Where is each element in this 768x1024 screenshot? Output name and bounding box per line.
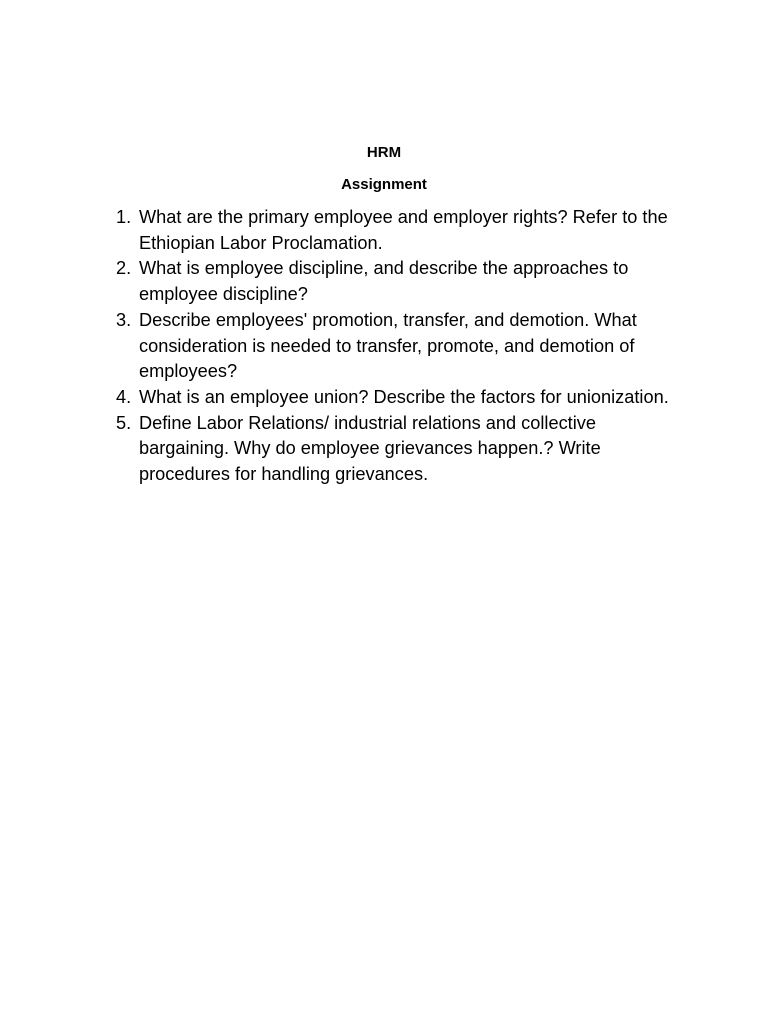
document-subtitle: Assignment [341, 176, 427, 193]
question-item [116, 205, 679, 256]
question-item [116, 385, 679, 411]
question-text: Describe employees' promotion, transfer, and demotion. What consideration is needed to transfer, promote, and demotion of employees? [139, 309, 637, 382]
question-number: 3. [116, 309, 132, 330]
question-text: Define Labor Relations/ industrial relations and collective bargaining. Why do employee grievances happen.? Write procedures for handling grievances. [139, 412, 601, 485]
document-title: HRM [366, 144, 402, 161]
question-number: 4. [116, 386, 132, 407]
question-text: What are the primary employee and employer rights? Refer to the Ethiopian Labor Proclamation. [139, 207, 668, 253]
question-list [116, 205, 679, 488]
question-item [116, 411, 679, 488]
question-number: 1. [116, 207, 132, 227]
question-item [116, 308, 679, 385]
question-item [116, 256, 679, 307]
question-number: 2. [116, 258, 132, 279]
question-text: What is employee discipline, and describe the approaches to employee discipline? [139, 258, 629, 305]
question-number: 5. [116, 412, 132, 433]
question-text: What is an employee union? Describe the factors for unionization. [139, 386, 669, 407]
